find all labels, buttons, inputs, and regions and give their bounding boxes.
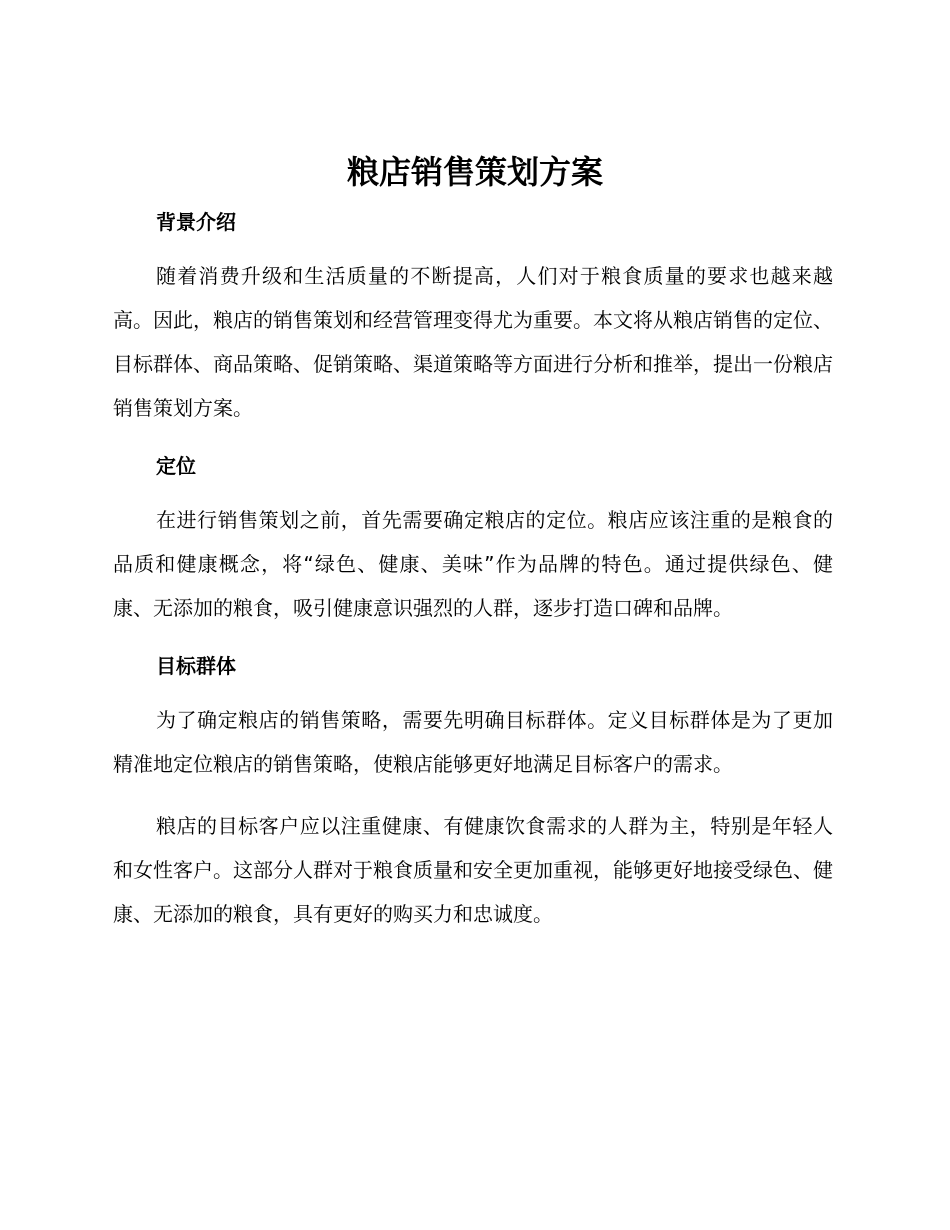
section-paragraph: 为了确定粮店的销售策略，需要先明确目标群体。定义目标群体是为了更加精准地定位粮店的销售策略，使粮店能够更好地满足目标客户的需求。	[113, 708, 833, 776]
section-background	[113, 204, 833, 430]
section-paragraph: 在进行销售策划之前，首先需要确定粮店的定位。粮店应该注重的是粮食的品质和健康概念，将“绿色、健康、美味”作为品牌的特色。通过提供绿色、健康、无添加的粮食，吸引健康意识强烈的人群，逐步打造口碑和品牌。	[113, 508, 833, 620]
section-heading: 目标群体	[156, 654, 236, 678]
document-body	[113, 204, 833, 954]
document-title: 粮店销售策划方案	[346, 153, 603, 191]
section-heading: 定位	[156, 454, 196, 478]
section-heading: 背景介绍	[156, 210, 236, 234]
section-paragraph: 粮店的目标客户应以注重健康、有健康饮食需求的人群为主，特别是年轻人和女性客户。这部分人群对于粮食质量和安全更加重视，能够更好地接受绿色、健康、无添加的粮食，具有更好的购买力和忠诚度。	[113, 814, 833, 926]
section-paragraph: 随着消费升级和生活质量的不断提高，人们对于粮食质量的要求也越来越高。因此，粮店的销售策划和经营管理变得尤为重要。本文将从粮店销售的定位、目标群体、商品策略、促销策略、渠道策略等方面进行分析和推举，提出一份粮店销售策划方案。	[113, 264, 833, 420]
section-positioning	[113, 448, 833, 630]
section-target-group	[113, 648, 833, 936]
